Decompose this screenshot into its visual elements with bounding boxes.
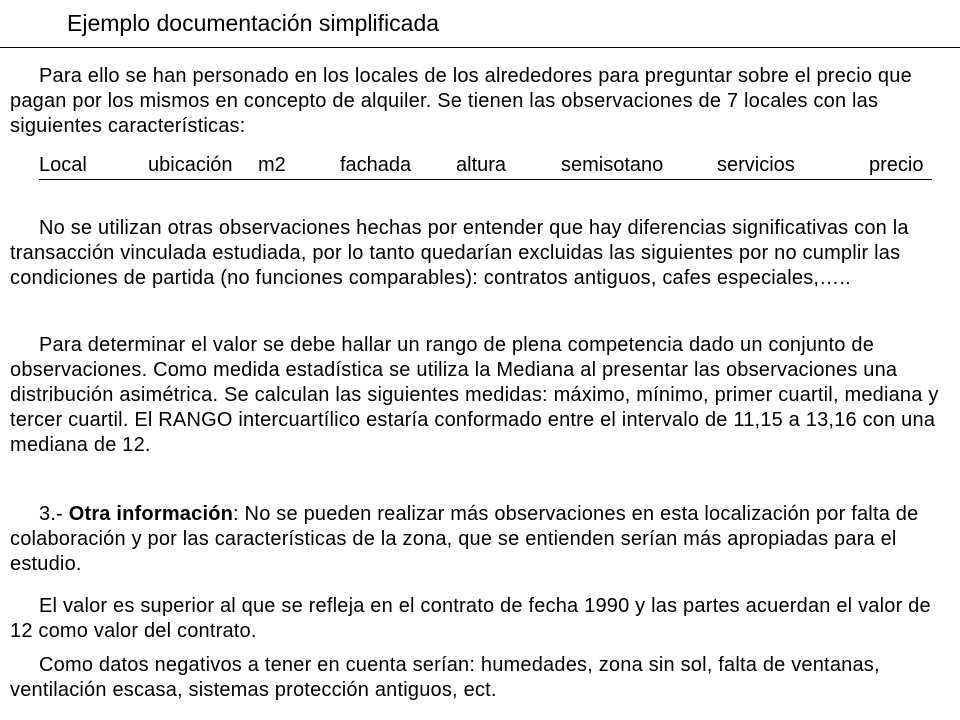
column-header-precio: precio bbox=[869, 154, 924, 176]
column-header-ubicacion: ubicación bbox=[148, 154, 233, 176]
paragraph-observations-intro: Para ello se han personado en los locales de los alrededores para preguntar sobre el precio que pagan por los mismos en concepto de alquiler. Se tienen las observaciones de 7 locales con las siguientes características: bbox=[10, 65, 912, 137]
section-number: 3 bbox=[39, 503, 51, 525]
paragraph-excluded-observations: No se utilizan otras observaciones hechas por entender que hay diferencias significativas con la transacción vinculada estudiada, por lo tanto quedarían excluidas las siguientes por no cumplir las condiciones de partida (no funciones comparables): contratos antiguos, cafes especiales,….. bbox=[10, 217, 909, 289]
paragraph-range-determination: Para determinar el valor se debe hallar un rango de plena competencia dado un conjunto de observaciones. Como medida estadística se utiliza la Mediana al presentar las observaciones una distribución asimétrica. Se calculan las siguientes medidas: máximo, mínimo, primer cuartil, mediana y tercer cuartil. El RANGO intercuartílico estaría conformado entre el intervalo de 11,15 a 13,16 con una mediana de 12. bbox=[10, 334, 939, 456]
column-header-altura: altura bbox=[456, 154, 507, 176]
document-title: Ejemplo documentación simplificada bbox=[67, 10, 440, 36]
paragraph-negative-data: Como datos negativos a tener en cuenta serían: humedades, zona sin sol, falta de ventanas, ventilación escasa, sistemas protección antiguos, ect. bbox=[10, 654, 880, 701]
paragraph-contract-value: El valor es superior al que se refleja en el contrato de fecha 1990 y las partes acuerdan el valor de 12 como valor del contrato. bbox=[10, 595, 931, 642]
column-header-servicios: servicios bbox=[717, 154, 795, 176]
table-header-row bbox=[39, 153, 932, 180]
column-header-fachada: fachada bbox=[340, 154, 412, 176]
paragraph-other-information bbox=[10, 502, 955, 577]
section-text: : No se pueden realizar más observaciones en esta localización por falta de colaboración y por las características de la zona, que se entienden serían más apropiadas para el estudio. bbox=[10, 503, 919, 575]
column-header-semisotano: semisotano bbox=[561, 154, 664, 176]
section-heading: Otra información bbox=[68, 503, 234, 525]
title-divider bbox=[0, 47, 960, 48]
column-header-m2: m2 bbox=[258, 154, 286, 176]
section-separator: .- bbox=[50, 503, 69, 525]
column-header-local: Local bbox=[39, 154, 87, 176]
